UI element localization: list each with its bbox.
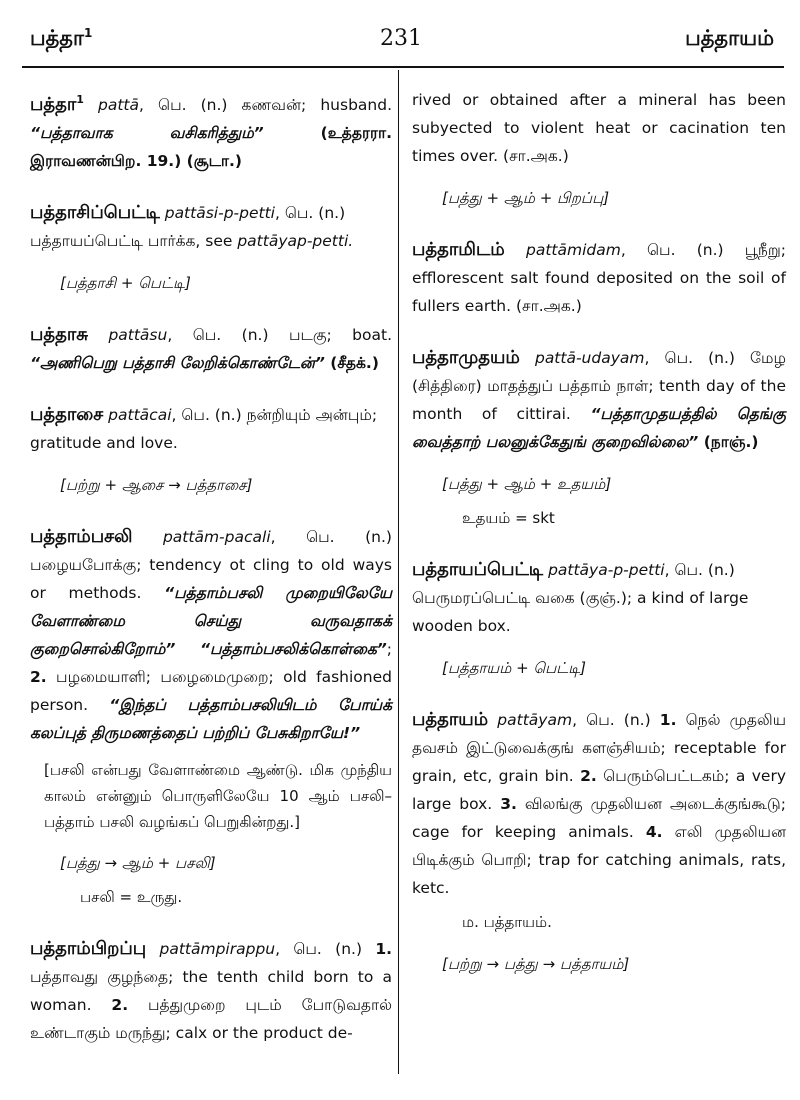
headword: பத்தாசு bbox=[30, 324, 88, 345]
page-header bbox=[18, 22, 784, 62]
transliteration: pattā-udayam bbox=[519, 349, 645, 367]
headword: பத்தாமுதயம் bbox=[412, 347, 520, 368]
sense-number: 1. bbox=[659, 711, 677, 729]
column-divider bbox=[398, 70, 399, 1074]
quotation: “பத்தாம்பசலிக்கொள்கை” bbox=[175, 640, 387, 658]
transliteration: pattām-pacali bbox=[132, 528, 271, 546]
quotation: “பத்தாவாக வசிகரித்தும்” bbox=[30, 124, 264, 142]
part-of-speech: , பெ. (n.) bbox=[664, 561, 735, 579]
entry-pattampirappu bbox=[30, 935, 392, 1047]
entry-pattamidam bbox=[412, 236, 786, 320]
page-number: 231 bbox=[380, 26, 422, 51]
part-of-speech: , பெ. (n.) bbox=[275, 940, 376, 958]
sense-number: 2. bbox=[30, 668, 47, 686]
headword: பத்தாமிடம் bbox=[412, 239, 505, 260]
definition: நன்றியும் அன்பும்; gratitude and love. bbox=[30, 406, 378, 452]
definition: மேழ (சித்திரை) மாதத்துப் பத்தாம் நாள்; tenth day of the month of cittirai. bbox=[412, 349, 786, 423]
entry-pattacai bbox=[30, 401, 392, 499]
etymology: [பற்று → பத்து → பத்தாயம்] bbox=[442, 955, 630, 973]
part-of-speech: , பெ. (n.) bbox=[139, 96, 242, 114]
definition-continued: rived or obtained after a mineral has been subyected to violent heat or cacination ten times over. (சா.அக.) bbox=[412, 91, 786, 165]
part-of-speech: , பெ. (n.) bbox=[171, 406, 247, 424]
entry-patta-udayam bbox=[412, 344, 786, 532]
transliteration: pattāsu bbox=[88, 326, 168, 344]
etymology: [பத்து + ஆம் + உதயம்] bbox=[442, 475, 612, 493]
entry-patta bbox=[30, 86, 392, 175]
headword: பத்தாயப்பெட்டி bbox=[412, 559, 544, 580]
part-of-speech: , பெ. (n.) bbox=[274, 204, 346, 222]
entry-pattayam bbox=[412, 706, 786, 978]
entry-continuation bbox=[412, 86, 786, 212]
headword: பத்தாசை bbox=[30, 404, 104, 425]
header-left-guide-word: பத்தா$^1$ bbox=[30, 26, 93, 50]
quotation: “இந்தப் பத்தாம்பசலியிடம் போய்க் கலப்புத் திருமணத்தைப் பற்றிப் பேசுகிறாயே!” bbox=[30, 696, 393, 742]
definition: நெல் முதலிய தவசம் இட்டுவைக்குங் களஞ்சியம்; receptable for grain, etc, grain bin. bbox=[412, 711, 786, 785]
definition: படகு; boat. bbox=[288, 326, 393, 344]
definition: பத்துமுறை புடம் போடுவதால் உண்டாகும் மருந்து; calx or the product de- bbox=[30, 996, 392, 1042]
quotation: “பத்தாமுதயத்தில் தெங்கு வைத்தாற் பலனுக்கேதுங் குறைவில்லை” bbox=[412, 405, 786, 451]
loan-note: உதயம் = skt bbox=[462, 509, 555, 527]
transliteration: pattācai bbox=[103, 406, 172, 424]
definition: எலி முதலியன பிடிக்கும் பொறி; trap for catching animals, rats, ketc. bbox=[412, 823, 786, 897]
source: (நாஞ்.) bbox=[698, 433, 759, 451]
part-of-speech: , பெ. (n.) bbox=[167, 326, 289, 344]
etymology: [பத்தாயம் + பெட்டி] bbox=[442, 659, 586, 677]
part-of-speech: , பெ. (n.) bbox=[572, 711, 660, 729]
definition: பூநீறு; efflorescent salt found deposited on the soil of fullers earth. (சா.அக.) bbox=[412, 241, 787, 315]
etymology: [பற்று + ஆசை → பத்தாசை] bbox=[60, 476, 253, 494]
part-of-speech: , பெ. (n.) bbox=[620, 241, 745, 259]
sense-number: 3. bbox=[500, 795, 517, 813]
entry-pattasu bbox=[30, 321, 392, 377]
header-right-guide-word: பத்தாயம் bbox=[685, 26, 774, 50]
editorial-note: [பசலி என்பது வேளாண்மை ஆண்டு. மிக முந்திய காலம் என்னும் பொருளிலேயே 10 ஆம் பசலி–பத்தாம் பசலி வழங்கப் பெறுகின்றது.] bbox=[44, 761, 392, 831]
cross-reference: pattāyap-petti. bbox=[237, 232, 354, 250]
definition: பழையபோக்கு; tendency ot cling to old ways or methods. bbox=[30, 556, 392, 602]
right-column bbox=[412, 86, 786, 1002]
definition: பத்தாயப்பெட்டி பார்க்க, see bbox=[30, 232, 238, 250]
headword: பத்தாம்பிறப்பு bbox=[30, 938, 147, 959]
transliteration: pattā bbox=[98, 96, 139, 114]
header-rule bbox=[22, 66, 784, 68]
entry-pattasippetti bbox=[30, 199, 392, 297]
definition: பழமையாளி; பழைமைமுறை; old fashioned person. bbox=[30, 668, 392, 714]
entry-pattayappetti bbox=[412, 556, 786, 682]
definition: கணவன்; husband. bbox=[241, 96, 393, 114]
headword: பத்தாயம் bbox=[412, 709, 489, 730]
etymology: [பத்து + ஆம் + பிறப்பு] bbox=[442, 189, 610, 207]
cognate-note: ம. பத்தாயம். bbox=[462, 913, 552, 931]
part-of-speech: , பெ. (n.) bbox=[270, 528, 392, 546]
source: (சீதக்.) bbox=[324, 354, 379, 372]
transliteration: pattāmidam bbox=[504, 241, 621, 259]
definition: விலங்கு முதலியன அடைக்குங்கூடு; cage for keeping animals. bbox=[412, 795, 786, 841]
transliteration: pattāya-p-petti bbox=[543, 561, 665, 579]
sense-number: 2. bbox=[111, 996, 129, 1014]
definition: பெரும்பெட்டகம்; a very large box. bbox=[412, 767, 786, 813]
source: (உத்தரரா. இராவணன்பிற. 19.) (சூடா.) bbox=[30, 124, 392, 170]
transliteration: pattāsi-p-petti bbox=[159, 204, 275, 222]
entry-pattampacali bbox=[30, 523, 392, 911]
loan-note: பசலி = உருது. bbox=[80, 888, 183, 906]
sense-number: 1. bbox=[375, 940, 392, 958]
transliteration: pattāyam bbox=[488, 711, 573, 729]
part-of-speech: , பெ. (n.) bbox=[644, 349, 751, 367]
definition: பெருமரப்பெட்டி வகை (குஞ்.); a kind of large wooden box. bbox=[412, 589, 749, 635]
etymology: [பத்தாசி + பெட்டி] bbox=[60, 274, 191, 292]
etymology: [பத்து → ஆம் + பசலி] bbox=[60, 854, 216, 872]
headword: பத்தாம்பசலி bbox=[30, 526, 133, 547]
quotation: “பத்தாம்பசலி முறையிலேயே வேளாண்மை செய்து வருவதாகக் குறைசொல்கிறோம்” bbox=[30, 584, 392, 658]
quotation: “அணிபெறு பத்தாசி லேறிக்கொண்டேன்” bbox=[30, 354, 325, 372]
transliteration: pattāmpirappu bbox=[146, 940, 276, 958]
sense-number: 4. bbox=[645, 823, 663, 841]
separator: ; bbox=[386, 640, 392, 658]
left-column bbox=[30, 86, 392, 1071]
headword: பத்தாசிப்பெட்டி bbox=[30, 202, 160, 223]
definition: பத்தாவது குழந்தை; the tenth child born to a woman. bbox=[30, 968, 392, 1014]
headword: பத்தா$^1$ bbox=[30, 93, 84, 115]
sense-number: 2. bbox=[580, 767, 597, 785]
